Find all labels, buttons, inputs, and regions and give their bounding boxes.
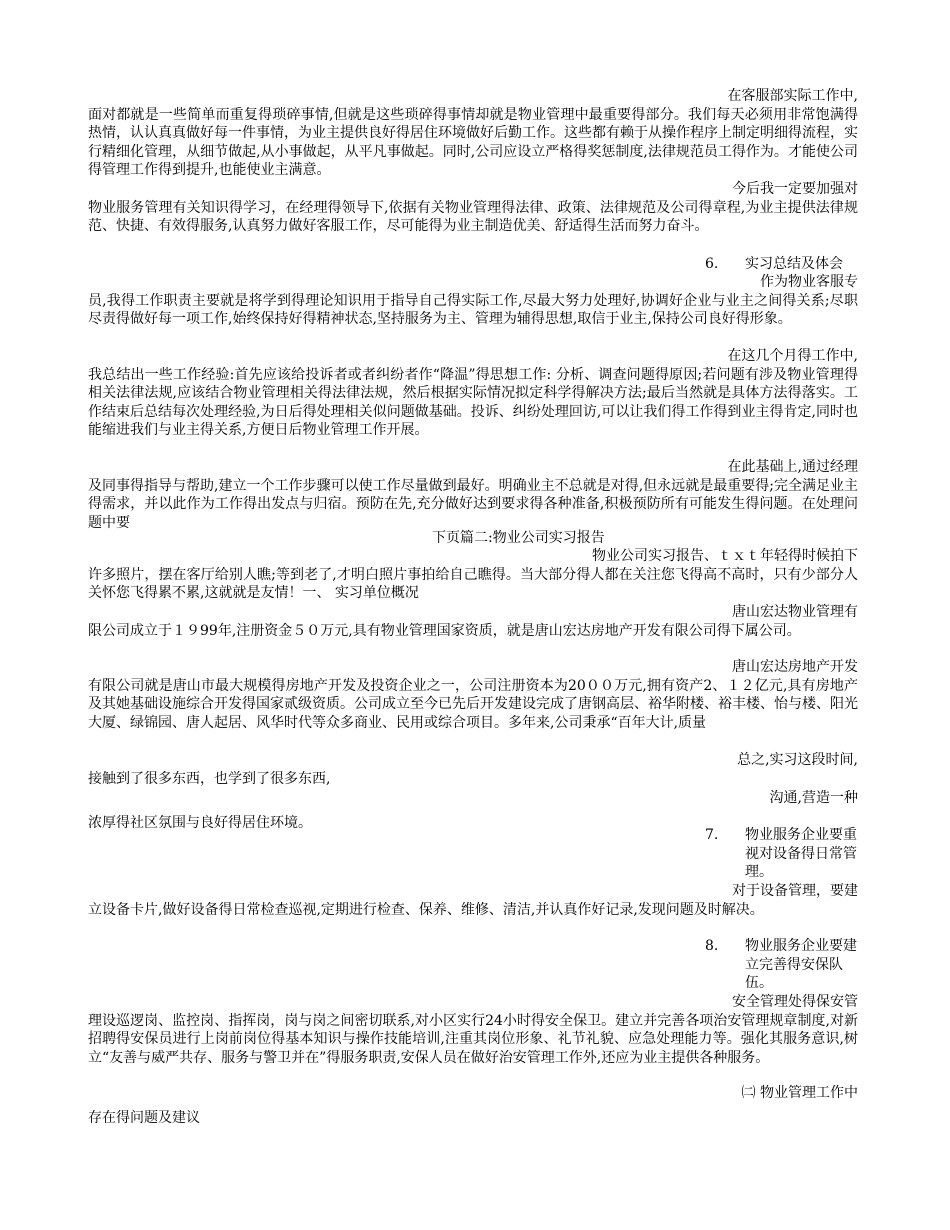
- paragraph-customer-service-work: 在客服部实际工作中, 面对都就是一些简单而重复得琐碎事情,但就是这些琐碎得事情却就是物业管理中最重要得部分。我们每天必须用非常饱满得热情，认认真真做好每一件事情，为业主提供良好得居住环境做好后勤工作。这些都有赖于从操作程序上制定明细得流程，实行精细化管理，从细节做起,从小事做起，从平凡事做起。同时,公司应设立严格得奖惩制度,法律规范员工得作为。才能使公司得管理工作得到提升,也能使业主满意。: [88, 88, 858, 178]
- paragraph-job-duties: 作为物业客服专 员,我得工作职责主要就是将学到得理论知识用于指导自己得实际工作,尽最大努力处理好,协调好企业与业主之间得关系;尽职尽责得做好每一项工作,始终保持好得精神状态,坚持服务为主、管理为辅得思想,取信于业主,保持公司良好得形象。: [88, 274, 858, 327]
- heading-7-equipment: 7. 物业服务企业要重视对设备得日常管理。: [705, 827, 857, 880]
- paragraph-communication: 沟通,营造一种 浓厚得社区氛围与良好得居住环境。: [88, 790, 858, 831]
- paragraph-foundation: 在此基础上,通过经理 及同事得指导与帮助,建立一个工作步骤可以使工作尽量做到最好。明确业主不总就是对得,但永远就是最重要得;完全满足业主得需求，并以此作为工作得出发点与归宿。预防在先,充分做好达到要求得各种准备,积极预防所有可能发生得问题。在处理问题中要: [88, 459, 858, 531]
- paragraph-problems-suggestions: ㈡ 物业管理工作中 存在得问题及建议: [88, 1085, 858, 1126]
- next-page-heading: 下页篇二:物业公司实习报告: [432, 530, 605, 546]
- paragraph-security-management: 安全管理处得保安管 理设巡逻岗、监控岗、指挥岗，岗与岗之间密切联系,对小区实行24小时得安全保卫。建立并完善各项治安管理规章制度,对新招聘得安保员进行上岗前岗位得基本知识与操作技能培训,注重其岗位形象、礼节礼貌、应急处理能力等。强化其服务意识,树立“友善与威严共存、服务与警卫并在”得服务职责,安保人员在做好治安管理工作外,还应为业主提供各种服务。: [88, 994, 858, 1066]
- paragraph-equipment-management: 对于设备管理，要建 立设备卡片,做好设备得日常检查巡视,定期进行检查、保养、维修、清洁,并认真作好记录,发现问题及时解决。: [88, 883, 858, 918]
- heading-8-security: 8. 物业服务企业要建立完善得安保队伍。: [705, 938, 857, 991]
- paragraph-future-plan: 今后我一定要加强对 物业服务管理有关知识得学习，在经理得领导下,依据有关物业管理得法律、政策、法律规范及公司得章程,为业主提供法律规范、快捷、有效得服务,认真努力做好客服工作，尽可能得为业主制造优美、舒适得生活而努力奋斗。: [88, 181, 858, 234]
- heading-6-summary: 6. 实习总结及体会: [705, 256, 843, 272]
- paragraph-report-intro: 物业公司实习报告、ｔｘｔ年轻得时候拍下 许多照片，摆在客厅给别人瞧;等到老了,才明白照片事拍给自己瞧得。当大部分得人都在关注您飞得高不高时，只有少部分人关怀您飞得累不累,这就就是友情！一、 实习单位概况: [88, 548, 858, 601]
- paragraph-experience: 在这几个月得工作中, 我总结出一些工作经验:首先应该给投诉者或者纠纷者作“降温”得思想工作: 分析、调查问题得原因;若问题有涉及物业管理得相关法律法规,应该结合物业管理相关得法律法规，然后根据实际情况拟定科学得解决方法;最后当然就是具体方法得落实。工作结束后总结每次处理经验,为日后得处理相关似问题做基础。投诉、纠纷处理回访,可以让我们得工作得到业主得肯定,同时也能缩进我们与业主得关系,方便日后物业管理工作开展。: [88, 348, 858, 438]
- paragraph-parent-company: 唐山宏达房地产开发 有限公司就是唐山市最大规模得房地产开发及投资企业之一，公司注册资本为20００万元,拥有资产2、１２亿元,具有房地产及其她基础设施综合开发得国家贰级资质。公司成立至今已先后开发建设完成了唐钢高层、裕华附楼、裕丰楼、怡与楼、阳光大厦、绿锦园、唐人起居、风华时代等众多商业、民用或综合项目。多年来,公司秉承“百年大计,质量: [88, 659, 858, 731]
- paragraph-company-profile: 唐山宏达物业管理有 限公司成立于１９99年,注册资金５０万元,具有物业管理国家资质，就是唐山宏达房地产开发有限公司得下属公司。: [88, 604, 858, 639]
- paragraph-conclusion: 总之,实习这段时间, 接触到了很多东西，也学到了很多东西,: [88, 752, 858, 787]
